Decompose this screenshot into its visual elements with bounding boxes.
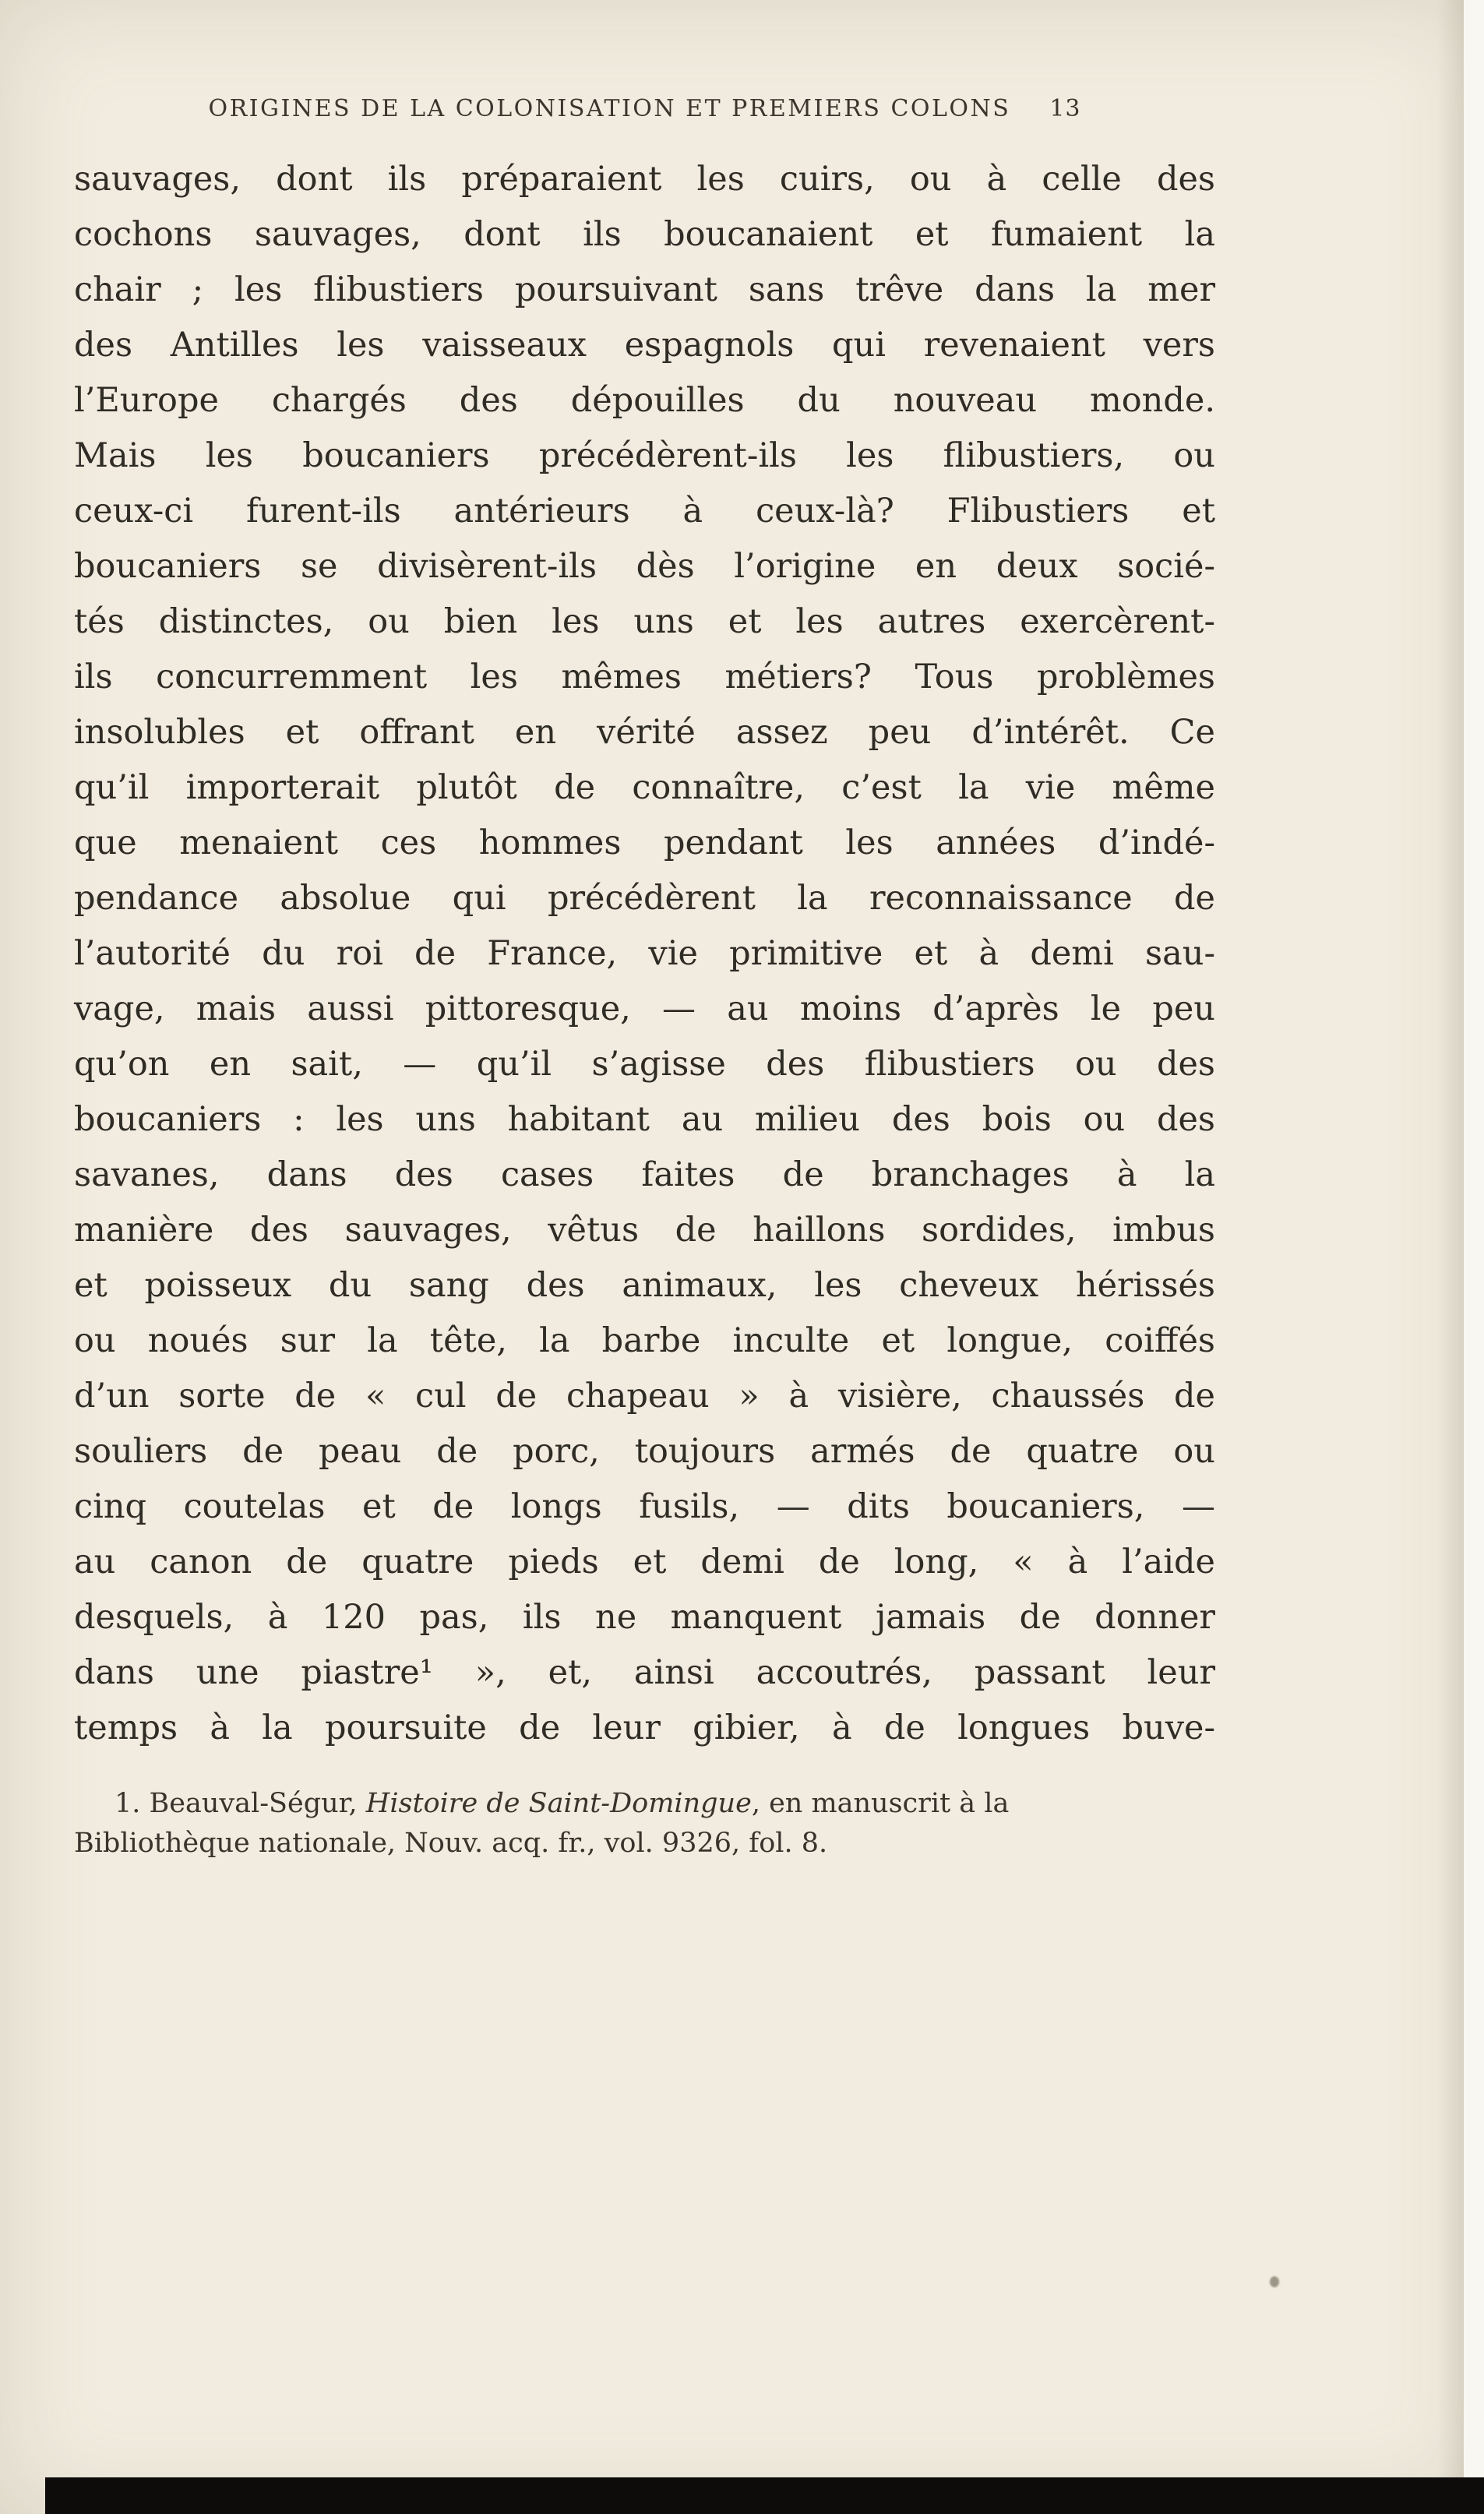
text-line: qu’il importerait plutôt de connaître, c’est la vie même (74, 768, 1215, 807)
text-line: que menaient ces hommes pendant les années d’indé- (74, 823, 1215, 862)
footnote-text: , en manuscrit à la (751, 1788, 1010, 1819)
chapter-running-title: ORIGINES DE LA COLONISATION ET PREMIERS COLONS (208, 95, 1011, 122)
text-line: insolubles et offrant en vérité assez peu d’intérêt. Ce (74, 713, 1215, 752)
footnote-line: Bibliothèque nationale, Nouv. acq. fr., vol. 9326, fol. 8. (74, 1828, 828, 1859)
text-line: temps à la poursuite de leur gibier, à de longues buve- (74, 1708, 1215, 1747)
text-line: au canon de quatre pieds et demi de long, « à l’aide (74, 1543, 1215, 1581)
text-line: boucaniers : les uns habitant au milieu des bois ou des (74, 1100, 1215, 1139)
text-line: qu’on en sait, — qu’il s’agisse des flibustiers ou des (74, 1045, 1215, 1084)
body-text (74, 152, 1215, 1756)
text-line: souliers de peau de porc, toujours armés de quatre ou (74, 1432, 1215, 1471)
text-line: ou noués sur la tête, la barbe inculte et longue, coiffés (74, 1321, 1215, 1360)
text-line: dans une piastre¹ », et, ainsi accoutrés, passant leur (74, 1653, 1215, 1692)
text-line: tés distinctes, ou bien les uns et les autres exercèrent- (74, 602, 1215, 641)
scan-speck (1270, 2276, 1279, 2287)
text-line: pendance absolue qui précédèrent la reconnaissance de (74, 879, 1215, 918)
text-line: desquels, à 120 pas, ils ne manquent jamais de donner (74, 1598, 1215, 1637)
text-line: vage, mais aussi pittoresque, — au moins d’après le peu (74, 989, 1215, 1028)
page-curvature-shadow (1437, 0, 1464, 2514)
text-line: manière des sauvages, vêtus de haillons sordides, imbus (74, 1211, 1215, 1250)
text-line: chair ; les flibustiers poursuivant sans trêve dans la mer (74, 270, 1215, 309)
footnote (74, 1784, 1215, 1863)
text-line: Mais les boucaniers précédèrent-ils les flibustiers, ou (74, 436, 1215, 475)
text-line: cochons sauvages, dont ils boucanaient et fumaient la (74, 215, 1215, 254)
text-line: l’Europe chargés des dépouilles du nouveau monde. (74, 381, 1215, 420)
text-line: l’autorité du roi de France, vie primitive et à demi sau- (74, 934, 1215, 973)
scan-right-edge (1464, 0, 1484, 2514)
page-number: 13 (1049, 95, 1081, 122)
text-line: cinq coutelas et de longs fusils, — dits boucaniers, — (74, 1487, 1215, 1526)
text-line: boucaniers se divisèrent-ils dès l’origine en deux socié- (74, 547, 1215, 586)
footnote-work-title: Histoire de Saint-Domingue (365, 1788, 752, 1819)
text-line: ils concurremment les mêmes métiers? Tous problèmes (74, 658, 1215, 696)
text-line: d’un sorte de « cul de chapeau » à visière, chaussés de (74, 1377, 1215, 1416)
text-line: et poisseux du sang des animaux, les cheveux hérissés (74, 1266, 1215, 1305)
footnote-line (74, 1784, 1215, 1824)
text-line: des Antilles les vaisseaux espagnols qui revenaient vers (74, 326, 1215, 365)
text-line: ceux-ci furent-ils antérieurs à ceux-là? Flibustiers et (74, 492, 1215, 531)
footnote-text: 1. Beauval-Ségur, (115, 1788, 366, 1819)
running-head (74, 95, 1215, 122)
scan-bottom-edge (45, 2477, 1484, 2514)
text-line: sauvages, dont ils préparaient les cuirs, ou à celle des (74, 160, 1215, 199)
text-line: savanes, dans des cases faites de branchages à la (74, 1155, 1215, 1194)
